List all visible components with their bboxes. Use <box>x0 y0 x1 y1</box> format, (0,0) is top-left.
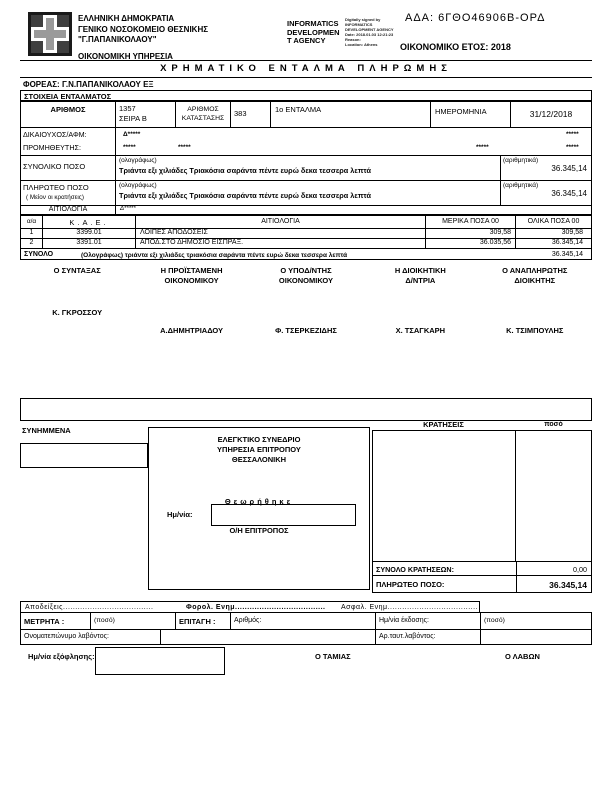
signature-line: DEVELOPMENT AGENCY <box>345 27 394 32</box>
payable-amount-label: ΠΛΗΡΩΤΕΟ ΠΟΣΟ <box>23 183 89 192</box>
recipient-row <box>20 629 592 645</box>
recipient-name-field <box>161 630 376 645</box>
signature-block <box>134 266 248 335</box>
row-total: 36.345,14 <box>551 239 583 246</box>
signature-title: Η ΠΡΟΪΣΤΑΜΕΝΗ <box>160 266 223 275</box>
col-description: ΑΙΤΙΟΛΟΓΙΑ <box>136 216 426 229</box>
reason-row <box>21 206 591 215</box>
total-amount-words: Τριάντα εξι χιλιάδες Τριακόσια σαράντα πέντε ευρώ δεκα τεσσερα λεπτά <box>119 166 371 175</box>
table-row <box>21 229 591 239</box>
table-row <box>21 239 591 249</box>
total-amount-label: ΣΥΝΟΛΙΚΟ ΠΟΣΟ <box>21 156 116 181</box>
signature-title: Ο ΑΝΑΠΛΗΡΩΤΗΣ <box>502 266 568 275</box>
row-kae: 3399.01 <box>43 229 136 239</box>
signature-title: ΟΙΚΟΝΟΜΙΚΟΥ <box>164 276 219 285</box>
signature-title: ΟΙΚΟΝΟΜΙΚΟΥ <box>278 276 334 285</box>
total-amount-numeric: 36.345,14 <box>551 164 587 173</box>
receipts-label: Αποδείξεις..................................... <box>25 604 154 611</box>
order-date: 31/12/2018 <box>529 109 573 119</box>
supplier-redacted: ***** <box>178 144 191 151</box>
foreas-value: Γ.Ν.ΠΑΠΑΝΙΚΟΛΑΟΥ ΕΞ <box>61 80 154 89</box>
receiver-label: Ο ΛΑΒΩΝ <box>505 652 540 661</box>
supplier-label: ΠΡΟΜΗΘΕΥΤΗΣ: <box>23 143 81 152</box>
payable-amount-numeric: 36.345,14 <box>551 189 587 198</box>
payable-amount-words: Τριάντα εξι χιλιάδες Τριακόσια σαράντα πέντε ευρώ δεκα τεσσερα λεπτά <box>119 191 371 200</box>
state-number-label: ΑΡΙΘΜΟΣ ΚΑΤΑΣΤΑΣΗΣ <box>176 102 231 128</box>
ada-code: ΑΔΑ: 6ΓΘΟ46906Β-ΟΡΔ <box>405 12 546 24</box>
signature-title: Ο ΣΥΝΤΑΞΑΣ <box>53 266 101 275</box>
signature-block <box>363 266 477 335</box>
signature-block <box>20 266 134 335</box>
kae-table-header <box>21 216 591 229</box>
col-total: ΟΛΙΚΑ ΠΟΣΑ 00 <box>527 218 580 225</box>
kratiseis-total-value: 0,00 <box>516 562 591 576</box>
signature-name: Α.ΔΗΜΗΤΡΙΑΔΟΥ <box>160 326 224 335</box>
agency-line-3: T AGENCY <box>287 36 326 45</box>
sum-total: 36.345,14 <box>551 251 583 258</box>
blank-field-box <box>20 398 592 421</box>
row-total: 309,58 <box>561 229 583 236</box>
reason-value: Δ***** <box>120 206 136 212</box>
attachments-box <box>20 443 148 468</box>
recipient-id-field <box>481 630 591 645</box>
signatures-row <box>20 266 592 335</box>
reason-label: ΑΙΤΙΟΛΟΓΙΑ <box>21 206 116 215</box>
kratiseis-header: ΚΡΑΤΗΣΕΙΣ <box>423 420 464 429</box>
signature-name: Χ. ΤΣΑΓΚΑΡΗ <box>395 326 446 335</box>
beneficiary-label: ΔΙΚΑΙΟΥΧΟΣ/ΑΦΜ: <box>23 130 87 139</box>
col-kae: Κ.Α.Ε. <box>43 216 136 229</box>
tax-clearance-label: Φορολ. Ενημ..................................... <box>186 604 326 611</box>
payable-total-value: 36.345,14 <box>516 576 591 593</box>
row-aa: 2 <box>21 239 43 249</box>
audit-date-field <box>211 504 356 526</box>
words-hint: (ολογράφως) <box>119 182 157 189</box>
kratiseis-total-label: ΣΥΝΟΛΟ ΚΡΑΤΗΣΕΩΝ: <box>376 565 454 574</box>
divider <box>20 60 592 61</box>
kratiseis-box <box>372 430 592 562</box>
payment-method-row <box>20 612 592 630</box>
signature-name: Φ. ΤΣΕΡΚΕΖΙΔΗΣ <box>275 326 337 335</box>
divider <box>20 77 592 78</box>
cashier-label: Ο ΤΑΜΙΑΣ <box>315 652 351 661</box>
row-partial: 309,58 <box>426 229 516 239</box>
signature-line: Date: 2018.01.03 12:21:23 <box>345 32 394 37</box>
payment-date-field <box>95 647 225 675</box>
hospital-emblem-icon <box>28 12 72 56</box>
org-line-1: ΕΛΛΗΝΙΚΗ ΔΗΜΟΚΡΑΤΙΑ <box>78 14 175 23</box>
commissioner-label: Ο/Η ΕΠΙΤΡΟΠΟΣ <box>229 526 289 535</box>
row-description: ΛΟΙΠΕΣ ΑΠΟΔΟΣΕΙΣ <box>136 229 426 239</box>
signature-title: Δ/ΝΤΡΙΑ <box>405 276 436 285</box>
agency-line-2: DEVELOPMEN <box>287 27 340 37</box>
numeric-hint: (αριθμητικά) <box>503 182 539 189</box>
signature-name: Κ. ΤΣΙΜΠΟΥΛΗΣ <box>506 326 564 335</box>
total-amount-row <box>21 156 591 181</box>
cheque-label: ΕΠΙΤΑΓΗ : <box>176 613 231 630</box>
fiscal-year: ΟΙΚΟΝΟΜΙΚΟ ΕΤΟΣ: 2018 <box>400 42 511 52</box>
stoixeia-section-header <box>20 90 592 101</box>
agency-block <box>287 20 347 46</box>
signature-block <box>478 266 592 335</box>
stoixeia-title: ΣΤΟΙΧΕΙΑ ΕΝΤΑΛΜΑΤΟΣ <box>24 92 112 101</box>
audit-line: ΥΠΗΡΕΣΙΑ ΕΠΙΤΡΟΠΟΥ <box>217 445 301 454</box>
payable-amount-row <box>21 181 591 206</box>
attachments-label: ΣΥΝΗΜΜΕΝΑ <box>22 426 71 435</box>
row-kae: 3391.01 <box>43 239 136 249</box>
cash-label: ΜΕΤΡΗΤΑ : <box>21 613 91 630</box>
stoixeia-form <box>20 101 592 215</box>
insurance-clearance-label: Ασφαλ. Ενημ..................................... <box>341 604 479 611</box>
audit-line: ΘΕΣΣΑΛΟΝΙΚΗ <box>231 455 287 464</box>
approved-label: Θεωρήθηκε <box>224 497 294 506</box>
page-title: ΧΡΗΜΑΤΙΚΟ ΕΝΤΑΛΜΑ ΠΛΗΡΩΜΗΣ <box>160 63 452 74</box>
supplier-redacted: ***** <box>123 144 136 151</box>
beneficiary-redacted: ***** <box>566 131 579 138</box>
number-label: ΑΡΙΘΜΟΣ <box>50 105 86 114</box>
col-partial: ΜΕΡΙΚΑ ΠΟΣΑ 00 <box>426 216 516 229</box>
cheque-amount-hint: (ποσό) <box>484 617 505 624</box>
recipient-id-label: Αρ.ταυτ.λαβόντος: <box>376 630 481 645</box>
kae-table <box>20 215 592 260</box>
signature-name: Κ. ΓΚΡΟΣΣΟΥ <box>52 308 103 317</box>
signature-line: Reason: <box>345 37 361 42</box>
order-number: 1357 <box>119 104 136 113</box>
signature-title: Η ΔΙΟΙΚΗΤΙΚΗ <box>394 266 446 275</box>
department-label: ΟΙΚΟΝΟΜΙΚΗ ΥΠΗΡΕΣΙΑ <box>78 52 173 61</box>
kratiseis-total-row <box>372 561 592 576</box>
state-number-value: 383 <box>231 102 271 128</box>
row-description: ΑΠΟΔ.ΣΤΟ ΔΗΜΟΣΙΟ ΕΙΣΠΡΑΞ. <box>136 239 426 249</box>
payable-total-row <box>372 575 592 593</box>
audit-date-label: Ημ/νία: <box>167 510 193 519</box>
kratiseis-amount-col: ποσό <box>544 421 563 428</box>
entalma-label: 1ο ΕΝΤΑΛΜΑ <box>271 102 431 128</box>
date-label: ΗΜΕΡΟΜΗΝΙΑ <box>431 102 511 128</box>
foreas-line <box>23 80 154 89</box>
org-line-2: ΓΕΝΙΚΟ ΝΟΣΟΚΟΜΕΙΟ ΘΕΣΝΙΚΗΣ <box>78 24 209 34</box>
cheque-number-label: Αριθμός: <box>231 613 376 630</box>
org-line-3: "Γ.ΠΑΠΑΝΙΚΟΛΑΟΥ" <box>78 35 157 44</box>
signature-title: Ο ΥΠΟΔ/ΝΤΗΣ <box>280 266 332 275</box>
numeric-hint: (αριθμητικά) <box>503 157 539 164</box>
recipient-name-label: Ονοματεπώνυμο λαβόντος: <box>21 630 161 645</box>
signature-block <box>249 266 363 335</box>
sum-label: ΣΥΝΟΛΟ <box>24 251 54 258</box>
audit-line: ΕΛΕΓΚΤΙΚΟ ΣΥΝΕΔΡΙΟ <box>217 435 301 444</box>
table-sum-row <box>21 249 591 260</box>
order-series: ΣΕΙΡΑ Β <box>119 114 147 123</box>
signature-line: INFORMATICS <box>345 22 373 27</box>
row-partial: 36.035,56 <box>426 239 516 249</box>
payable-total-label: ΠΛΗΡΩΤΕΟ ΠΟΣΟ: <box>376 580 445 589</box>
signature-line: Digitally signed by <box>345 17 381 22</box>
payment-date-label: Ημ/νία εξόφλησης: <box>28 652 95 661</box>
issue-date-label: Ημ/νία έκδοσης: <box>376 613 481 630</box>
payable-amount-sublabel: ( Μείον οι κρατήσεις) <box>26 194 84 201</box>
organization-block <box>78 14 208 46</box>
cash-amount-hint: (ποσό) <box>91 613 176 630</box>
audit-court-box <box>148 427 370 590</box>
beneficiary-redacted: Δ***** <box>123 131 141 138</box>
supplier-redacted: ***** <box>566 144 579 151</box>
supplier-redacted: ***** <box>476 144 489 151</box>
signature-title: ΔΙΟΙΚΗΤΗΣ <box>514 276 556 285</box>
sum-words: (Ολογράφως) τριάντα εξι χιλιάδες τριακόσια σαράντα πέντε ευρώ δεκα τεσσερα λεπτά <box>81 252 348 259</box>
foreas-label: ΦΟΡΕΑΣ: <box>23 80 60 89</box>
words-hint: (ολογράφως) <box>119 157 157 164</box>
order-info-row <box>21 102 591 128</box>
col-aa: α/α <box>21 216 43 229</box>
beneficiary-supplier-row <box>21 128 591 156</box>
agency-line-1: INFORMATICS <box>287 19 339 28</box>
digital-signature-block <box>345 17 405 47</box>
row-aa: 1 <box>21 229 43 239</box>
signature-line: Location: Athens <box>345 42 378 47</box>
